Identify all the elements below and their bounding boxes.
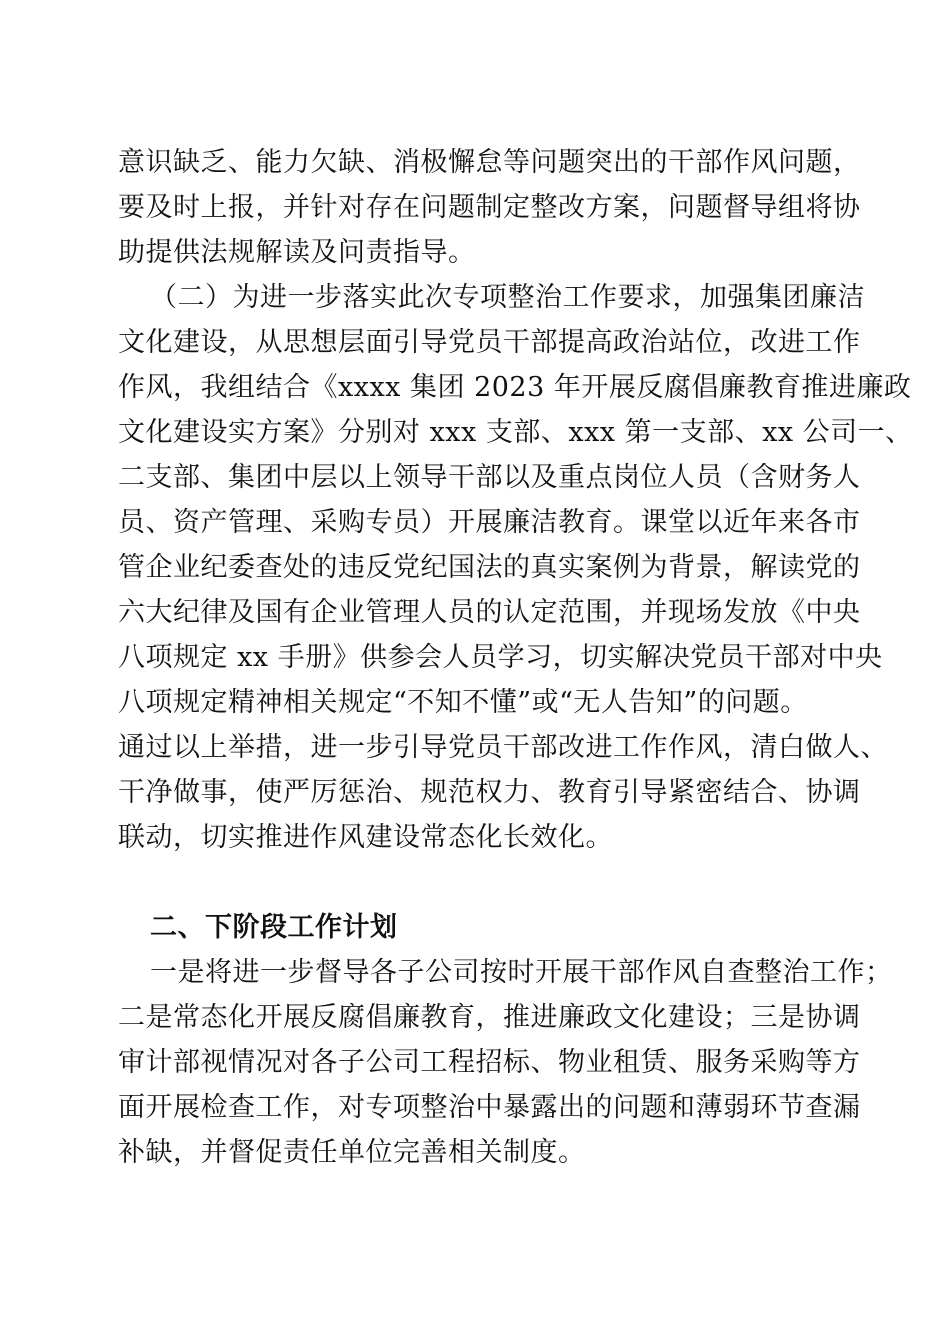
section-title: 二、下阶段工作计划 [150, 912, 398, 943]
text-line: 八项规定精神相关规定“不知不懂”或“无人告知”的问题。 [118, 687, 808, 718]
text-line: 意识缺乏、能力欠缺、消极懈怠等问题突出的干部作风问题， [118, 147, 861, 178]
text-line: 文化建设，从思想层面引导党员干部提高政治站位，改进工作 [118, 327, 861, 358]
text-line: 一是将进一步督导各子公司按时开展干部作风自查整治工作； [150, 957, 893, 988]
text-line: 通过以上举措，进一步引导党员干部改进工作作风，清白做人、 [118, 732, 888, 763]
text-line: 补缺，并督促责任单位完善相关制度。 [118, 1137, 586, 1168]
paragraph-2 [118, 275, 913, 905]
document-body [118, 140, 913, 1175]
text-line: 审计部视情况对各子公司工程招标、物业租赁、服务采购等方 [118, 1047, 861, 1078]
text-line: 二支部、集团中层以上领导干部以及重点岗位人员（含财务人 [118, 462, 861, 493]
text-line: （二）为进一步落实此次专项整治工作要求，加强集团廉洁 [150, 282, 865, 313]
text-line [118, 860, 836, 905]
text-line: 作风，我组结合《xxxx 集团 2023 年开展反腐倡廉教育推进廉政 [118, 372, 912, 403]
text-line: 二是常态化开展反腐倡廉教育，推进廉政文化建设；三是协调 [118, 1002, 861, 1033]
section-heading [118, 905, 836, 950]
paragraph-1 [118, 140, 861, 275]
text-line: 面开展检查工作，对专项整治中暴露出的问题和薄弱环节查漏 [118, 1092, 861, 1123]
text-line: 干净做事，使严厉惩治、规范权力、教育引导紧密结合、协调 [118, 777, 861, 808]
text-line: 联动，切实推进作风建设常态化长效化。 [118, 822, 613, 853]
text-line: 要及时上报，并针对存在问题制定整改方案，问题督导组将协 [118, 192, 861, 223]
text-line: 助提供法规解读及问责指导。 [118, 237, 476, 268]
paragraph-3 [118, 950, 893, 1175]
text-line: 员、资产管理、采购专员）开展廉洁教育。课堂以近年来各市 [118, 507, 861, 538]
text-line: 八项规定 xx 手册》供参会人员学习，切实解决党员干部对中央 [118, 642, 883, 673]
text-line: 六大纪律及国有企业管理人员的认定范围，并现场发放《中央 [118, 597, 861, 628]
text-line: 管企业纪委查处的违反党纪国法的真实案例为背景，解读党的 [118, 552, 861, 583]
text-line: 文化建设实方案》分别对 xxx 支部、xxx 第一支部、xx 公司一、 [118, 417, 913, 448]
